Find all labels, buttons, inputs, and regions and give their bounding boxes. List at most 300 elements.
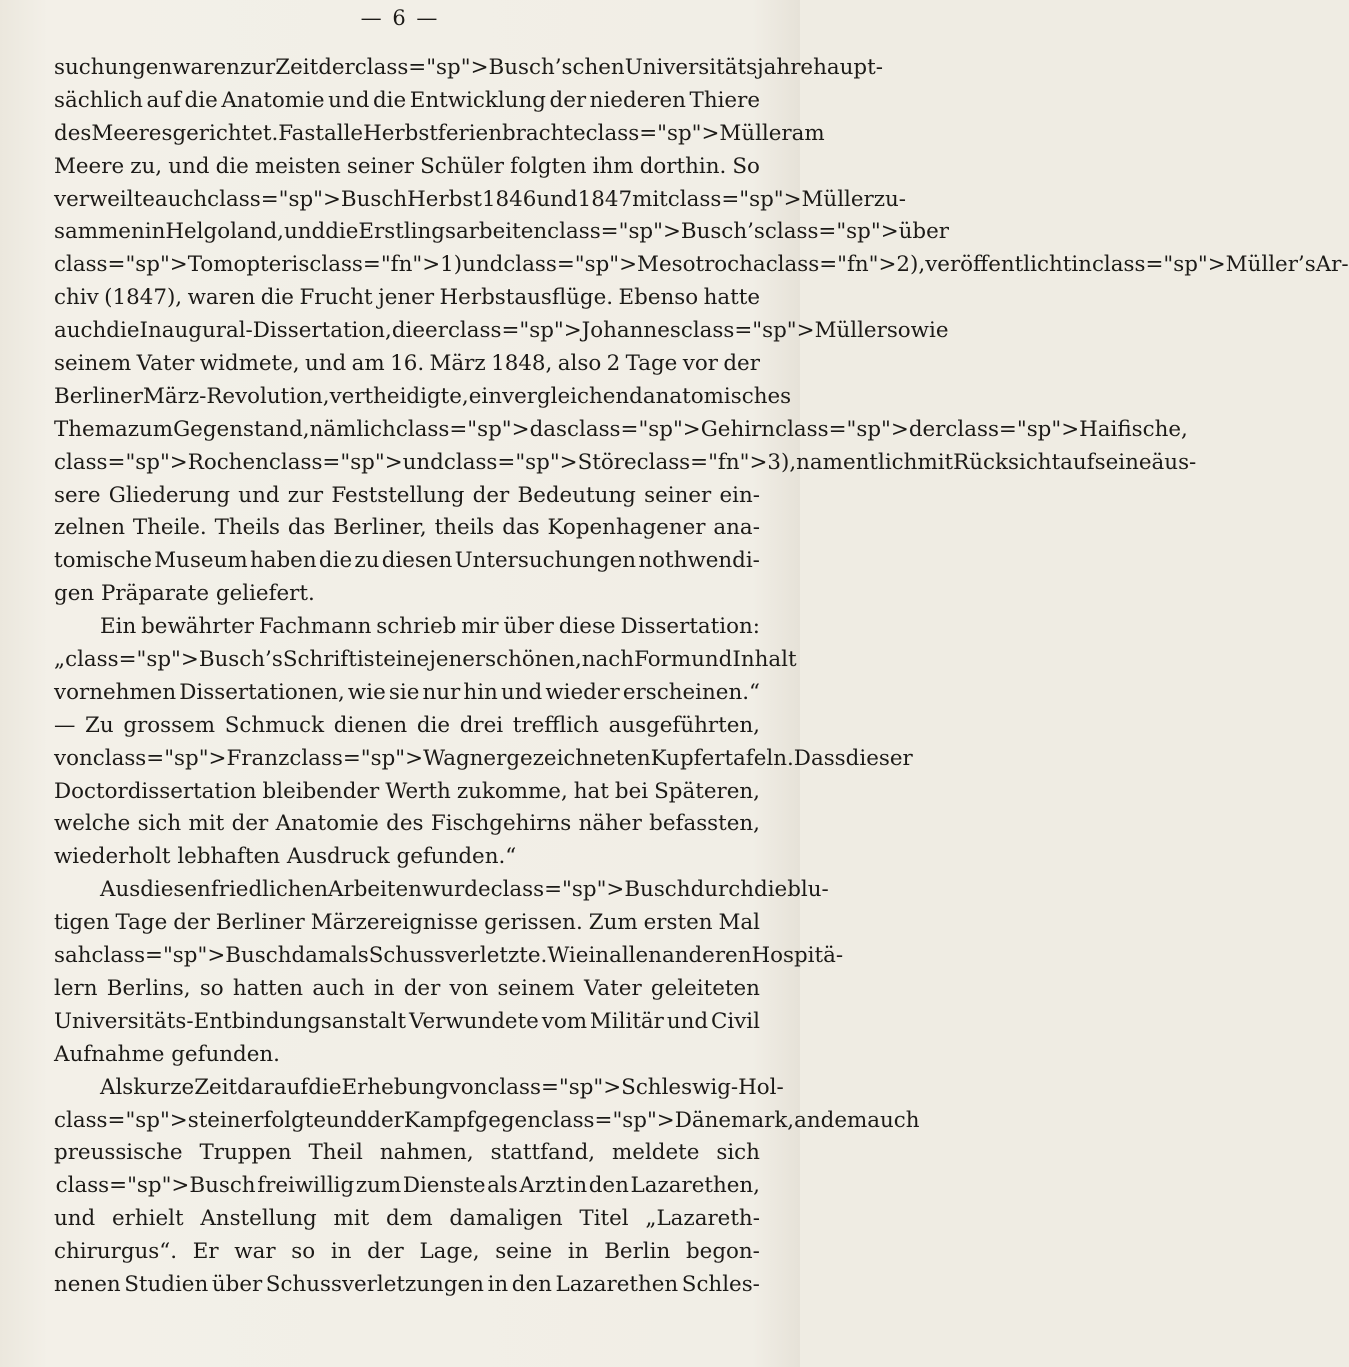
word: Studien — [124, 1271, 209, 1297]
word: anderen — [661, 943, 752, 969]
text-line — [54, 973, 760, 1006]
word: eine — [383, 647, 430, 673]
word: Kupfertafeln. — [650, 745, 794, 771]
word: die — [325, 219, 359, 245]
word: friedlichen — [210, 877, 329, 903]
word: seiner — [346, 153, 414, 179]
word: den — [588, 1173, 629, 1199]
word: class="sp">Müller’s — [1091, 252, 1316, 278]
word: hin — [463, 679, 498, 705]
word: Kopenhagener — [547, 515, 706, 541]
word: Fast — [278, 120, 324, 146]
word: und — [238, 482, 280, 508]
word: die — [416, 712, 451, 738]
word: haben — [249, 548, 317, 574]
word: class="sp">Müller — [667, 186, 874, 212]
word: zu — [354, 548, 380, 574]
word: Universitäts-Entbindungsanstalt — [54, 1008, 407, 1034]
word: Ebenso — [618, 285, 699, 311]
word: Kampf — [403, 1107, 475, 1133]
word: Arzt — [519, 1173, 565, 1199]
word: class="sp">Franz — [92, 745, 290, 771]
word: sächlich — [54, 87, 143, 113]
word: brachte — [501, 120, 586, 146]
word: Schüler — [420, 153, 505, 179]
word: schönen, — [485, 647, 582, 673]
word: März-Revolution, — [142, 383, 330, 409]
word: (1847), — [104, 285, 183, 311]
word: gefunden.“ — [396, 844, 517, 870]
text-line — [54, 907, 760, 940]
text-line — [54, 1072, 784, 1105]
word: jener — [378, 285, 435, 311]
word: Er — [192, 1239, 219, 1265]
text-line — [54, 315, 949, 348]
word: „Lazareth- — [645, 1206, 760, 1232]
word: Titel — [579, 1206, 629, 1232]
word: gefunden. — [171, 1041, 280, 1067]
word: Anatomie — [275, 811, 379, 837]
word: Dienste — [402, 1173, 486, 1199]
word: schrieb — [376, 614, 457, 640]
word: veröffentlicht — [925, 252, 1072, 278]
word: class="sp">Busch — [490, 877, 691, 903]
word: die — [372, 87, 407, 113]
word: nahmen, — [379, 1140, 474, 1166]
word: und — [328, 87, 370, 113]
word: wie — [347, 679, 386, 705]
word: Erstlingsarbeiten — [358, 219, 548, 245]
word: und — [462, 252, 504, 278]
word: wurde — [421, 877, 491, 903]
word: der — [723, 351, 760, 377]
word: als — [487, 1173, 518, 1199]
word: Berlin — [604, 1239, 671, 1265]
word: Lage, — [419, 1239, 480, 1265]
word: Berliner, — [333, 515, 427, 541]
word: der — [173, 910, 210, 936]
word: Herbstferien — [363, 120, 502, 146]
word: class="sp">Schleswig-Hol- — [487, 1074, 784, 1100]
word: begon- — [685, 1239, 760, 1265]
text-line — [54, 776, 760, 809]
text-line — [54, 578, 760, 611]
text-line — [54, 677, 760, 710]
word: widmete, — [199, 351, 300, 377]
word: lebhaften — [177, 844, 280, 870]
word: ana- — [713, 515, 760, 541]
word: Berliner — [54, 383, 143, 409]
text-line — [54, 348, 760, 381]
word: Form — [634, 647, 692, 673]
word: Anstellung — [200, 1206, 317, 1232]
text-line — [54, 874, 829, 907]
word: seine — [495, 1239, 553, 1265]
word: damaligen — [449, 1206, 563, 1232]
word: der — [472, 482, 510, 508]
word: chiv — [54, 285, 99, 311]
word: Späteren, — [654, 778, 760, 804]
word: meldete — [612, 1140, 700, 1166]
word: Ein — [100, 614, 137, 640]
word: Mal — [718, 910, 760, 936]
word: Doctordissertation — [54, 778, 257, 804]
word: an — [794, 1107, 821, 1133]
word: mir — [461, 614, 499, 640]
word: class="sp">Störe — [443, 449, 637, 475]
word: in — [566, 1173, 588, 1199]
word: trefflich — [512, 712, 599, 738]
word: Vater — [583, 975, 642, 1001]
word: Inhalt — [732, 647, 797, 673]
word: ihm — [592, 153, 634, 179]
word: class="sp">Müller — [680, 318, 887, 344]
word: class="sp">über — [764, 219, 949, 245]
word: geleiteten — [650, 975, 760, 1001]
word: der — [367, 1239, 404, 1265]
word: Als — [100, 1074, 134, 1100]
word: Helgoland, — [165, 219, 284, 245]
text-line — [54, 611, 760, 644]
word: class="sp">Busch’s — [65, 647, 283, 673]
word: dieser — [845, 745, 913, 771]
word: auch — [54, 318, 107, 344]
word: gegen — [474, 1107, 541, 1133]
word: Bedeutung — [517, 482, 636, 508]
word: Frucht — [299, 285, 373, 311]
word: und — [691, 647, 733, 673]
word: Zu — [85, 712, 114, 738]
word: über — [503, 614, 554, 640]
word: erfolgte — [240, 1107, 327, 1133]
text-line — [54, 644, 797, 677]
word: Arbeiten — [328, 877, 422, 903]
word: so — [291, 1239, 316, 1265]
word: Verwundete — [409, 1008, 539, 1034]
word: und — [54, 1206, 96, 1232]
word: die — [318, 548, 353, 574]
word: Feststellung — [331, 482, 465, 508]
word: Berlins, — [106, 975, 191, 1001]
word: auf — [1060, 449, 1095, 475]
word: in — [487, 1271, 509, 1297]
word: auch — [867, 1107, 920, 1133]
text-line — [54, 808, 760, 841]
text-line — [54, 1170, 760, 1203]
word: Zum — [588, 910, 638, 936]
word: ein — [468, 383, 502, 409]
word: nämlich — [309, 416, 396, 442]
word: die — [308, 1074, 342, 1100]
word: Herbst — [407, 186, 482, 212]
word: Tage — [115, 910, 168, 936]
word: namentlich — [796, 449, 918, 475]
word: bleibender — [262, 778, 380, 804]
word: class="fn">2), — [765, 252, 926, 278]
text-line — [54, 480, 760, 513]
text-line — [54, 1039, 760, 1072]
word: das — [502, 515, 540, 541]
word: mit — [917, 449, 954, 475]
word: der — [231, 811, 269, 837]
word: Wie — [547, 943, 589, 969]
text-line — [54, 710, 760, 743]
word: Tage — [625, 351, 678, 377]
word: erhielt — [112, 1206, 184, 1232]
word: und — [666, 1008, 709, 1034]
word: durch — [690, 877, 755, 903]
word: des — [386, 811, 424, 837]
word: diesen — [381, 548, 453, 574]
word: grossem — [123, 712, 216, 738]
word: ersten — [643, 910, 713, 936]
word: gerichtet. — [172, 120, 279, 146]
word: in — [1071, 252, 1092, 278]
word: class="sp">Mesotrocha — [503, 252, 766, 278]
word: dienen — [333, 712, 408, 738]
word: die — [184, 87, 218, 113]
word: in — [588, 943, 610, 969]
word: zelnen — [54, 515, 125, 541]
word: alle — [323, 120, 364, 146]
word: preussische — [54, 1140, 183, 1166]
word: Aufnahme — [54, 1041, 165, 1067]
word: Schussverletzte. — [368, 943, 548, 969]
word: Theil — [308, 1140, 363, 1166]
word: Gegenstand, — [173, 416, 310, 442]
word: des — [54, 120, 92, 146]
word: zum — [127, 416, 174, 442]
word: class="sp">Busch — [91, 943, 292, 969]
word: nothwendi- — [638, 548, 760, 574]
word: Anatomie — [221, 87, 325, 113]
word: Militär — [589, 1008, 664, 1034]
text-line — [54, 545, 760, 578]
word: näher — [578, 811, 642, 837]
word: 1848, — [491, 351, 553, 377]
word: 2 — [606, 351, 621, 377]
word: Herbstausflüge. — [439, 285, 614, 311]
text-line — [54, 249, 1349, 282]
word: theils — [434, 515, 495, 541]
word: class="fn">1) — [309, 252, 463, 278]
word: wieder — [545, 679, 620, 705]
word: Fachmann — [258, 614, 372, 640]
word: sammen — [54, 219, 145, 245]
word: chirurgus“. — [54, 1239, 178, 1265]
word: Schussverletzungen — [265, 1271, 484, 1297]
word: anatomisches — [642, 383, 792, 409]
word: sere — [54, 482, 101, 508]
word: Märzereignisse — [310, 910, 479, 936]
page-number: — 6 — — [360, 6, 440, 30]
word: Truppen — [199, 1140, 292, 1166]
text-line — [54, 841, 760, 874]
word: und — [500, 679, 543, 705]
word: vor — [682, 351, 718, 377]
word: und — [536, 186, 578, 212]
word: von — [54, 745, 93, 771]
word: jener — [429, 647, 486, 673]
word: Schrift — [282, 647, 357, 673]
text-line — [54, 414, 1188, 447]
word: vom — [541, 1008, 587, 1034]
word: war — [234, 1239, 276, 1265]
word: Rücksicht — [953, 449, 1061, 475]
word: drei — [459, 712, 504, 738]
word: Lazarethen — [555, 1271, 679, 1297]
word: Civil — [710, 1008, 760, 1034]
word: Meere — [54, 153, 125, 179]
word: mit — [333, 1206, 370, 1232]
word: hatten — [232, 975, 304, 1001]
word: Dissertationen, — [179, 679, 345, 705]
word: „ — [54, 647, 66, 673]
word: dem — [385, 1206, 433, 1232]
word: ausgeführten, — [608, 712, 760, 738]
word: class="sp">stein — [54, 1107, 241, 1133]
word: meisten — [254, 153, 341, 179]
word: 1847 — [577, 186, 633, 212]
text-line — [54, 743, 913, 776]
word: tomische — [54, 548, 152, 574]
word: Gliederung — [108, 482, 231, 508]
word: lern — [54, 975, 98, 1001]
word: Schles- — [681, 1271, 760, 1297]
word: class="sp">Johannes — [447, 318, 681, 344]
word: Zeit — [194, 1074, 238, 1100]
word: Präparate — [100, 581, 210, 607]
word: von — [449, 975, 489, 1001]
word: erscheinen.“ — [622, 679, 760, 705]
word: die — [260, 285, 294, 311]
word: folgten — [510, 153, 587, 179]
word: geliefert. — [215, 581, 315, 607]
word: sich — [137, 811, 182, 837]
word: — — [54, 712, 76, 738]
word: darauf — [237, 1074, 309, 1100]
word: die — [215, 153, 249, 179]
text-line — [54, 151, 760, 184]
word: seinem — [497, 975, 575, 1001]
word: Thiere — [689, 87, 760, 113]
word: befassten, — [649, 811, 760, 837]
word: Untersuchungen — [454, 548, 637, 574]
word: Ausdruck — [286, 844, 390, 870]
word: der — [403, 975, 441, 1001]
word: und — [283, 219, 326, 245]
word: zukomme, — [456, 778, 568, 804]
word: welche — [54, 811, 131, 837]
word: in — [330, 1239, 352, 1265]
word: blu- — [787, 877, 829, 903]
word: 16. — [390, 351, 425, 377]
text-line — [54, 381, 792, 414]
word: gezeichneten — [506, 745, 651, 771]
word: sie — [388, 679, 420, 705]
word: Schmuck — [224, 712, 325, 738]
word: zu, — [130, 153, 163, 179]
word: nur — [422, 679, 461, 705]
word: dorthin. — [639, 153, 727, 179]
word: Dissertation: — [620, 614, 760, 640]
text-line — [54, 512, 760, 545]
word: so — [199, 975, 224, 1001]
word: class="sp">Busch’s — [547, 219, 765, 245]
word: class="sp">Busch’schen — [354, 55, 625, 80]
word: tigen — [54, 910, 110, 936]
word: kurze — [133, 1074, 195, 1100]
word: in — [144, 219, 166, 245]
word: bewährter — [141, 614, 255, 640]
word: verweilte — [54, 186, 155, 212]
word: wiederholt — [54, 844, 171, 870]
word: hat — [573, 778, 609, 804]
word: auch — [312, 975, 365, 1001]
word: in — [373, 975, 395, 1001]
text-line — [54, 1137, 760, 1170]
word: Dass — [793, 745, 846, 771]
word: class="sp">Busch — [207, 186, 408, 212]
word: Theile. — [132, 515, 207, 541]
word: er — [425, 318, 448, 344]
word: zum — [355, 1173, 402, 1199]
word: die — [106, 318, 140, 344]
word: suchungen — [54, 55, 173, 80]
word: class="sp">und — [268, 449, 444, 475]
word: und — [304, 351, 347, 377]
word: über — [211, 1271, 263, 1297]
word: die — [391, 318, 426, 344]
word: das — [287, 515, 326, 541]
word: Berliner — [215, 910, 305, 936]
word: gerissen. — [484, 910, 583, 936]
word: zur — [239, 55, 276, 80]
word: und — [168, 153, 210, 179]
word: class="sp">Dänemark, — [541, 1107, 795, 1133]
word: äus- — [1151, 449, 1197, 475]
word: der — [367, 1107, 404, 1133]
word: class="sp">der — [775, 416, 946, 442]
word: und — [326, 1107, 368, 1133]
word: waren — [172, 55, 240, 80]
body-text — [54, 52, 1349, 1302]
text-line — [54, 1006, 760, 1039]
word: Ar- — [1315, 252, 1349, 278]
word: Inaugural-Dissertation, — [139, 318, 392, 344]
word: Meeres — [91, 120, 173, 146]
word: class="sp">das — [395, 416, 567, 442]
word: class="sp">Müller — [585, 120, 792, 146]
word: am — [791, 120, 825, 146]
word: class="sp">Gehirn — [567, 416, 776, 442]
word: am — [351, 351, 385, 377]
word: waren — [187, 285, 256, 311]
word: der — [549, 87, 587, 113]
word: bei — [614, 778, 649, 804]
word: vornehmen — [54, 679, 177, 705]
word: So — [732, 153, 760, 179]
word: nach — [581, 647, 635, 673]
word: Vater — [136, 351, 195, 377]
text-line — [54, 184, 907, 217]
word: class="sp">Rochen — [54, 449, 269, 475]
word: Zeit — [275, 55, 319, 80]
word: Hospitä- — [751, 943, 844, 969]
word: Aus — [100, 877, 141, 903]
word: von — [448, 1074, 488, 1100]
word: zu- — [873, 186, 907, 212]
